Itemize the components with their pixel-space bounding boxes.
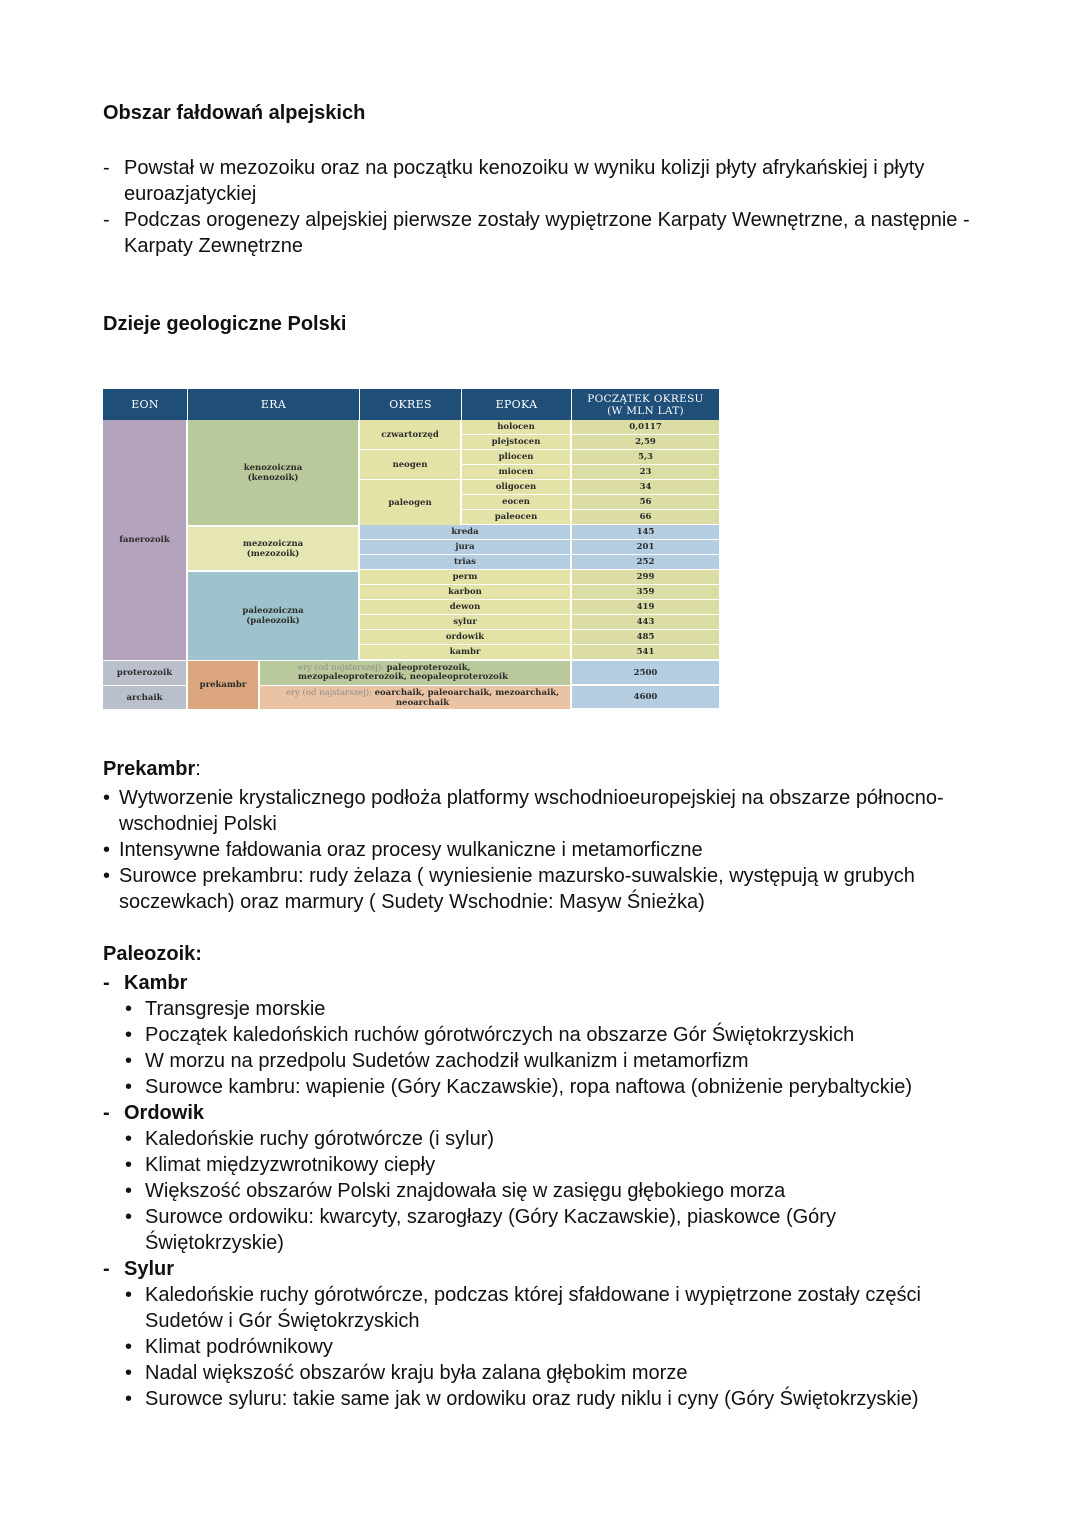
value-miocen: 23 — [572, 465, 719, 480]
period-kambr: kambr — [360, 645, 572, 660]
value-kreda: 145 — [572, 525, 719, 540]
header-okres: OKRES — [360, 389, 462, 420]
period-paleogen: paleogen — [360, 480, 462, 525]
period-karbon: karbon — [360, 585, 572, 600]
bullet-marker: • — [103, 787, 111, 809]
list-item: • Nadal większość obszarów kraju była zalana głębokim morze — [125, 1362, 688, 1384]
period-neogen: neogen — [360, 450, 462, 480]
list-item: • Intensywne fałdowania oraz procesy wulkaniczne i metamorficzne — [103, 839, 703, 861]
list-item: • Transgresje morskie — [125, 998, 326, 1020]
archaik-eras — [260, 685, 572, 709]
list-item: • Surowce prekambru: rudy żelaza ( wyniesienie mazursko-suwalskie, występują w grubych soczewkach) oraz marmury ( Sudety Wschodnie: Masyw Śnieżka) — [103, 865, 915, 913]
group-kambr: - Kambr — [103, 972, 188, 994]
period-czwartorzed: czwartorzęd — [360, 420, 462, 450]
value-proterozoik: 2500 — [572, 660, 719, 685]
period-kreda: kreda — [360, 525, 572, 540]
value-holocen: 0,0117 — [572, 420, 719, 435]
period-sylur: sylur — [360, 615, 572, 630]
group-sylur: - Sylur — [103, 1258, 175, 1280]
heading-alpine: Obszar fałdowań alpejskich — [103, 102, 366, 124]
epoch-pliocen: pliocen — [462, 450, 572, 465]
eon-archaik: archaik — [103, 685, 188, 709]
dash-marker: - — [103, 157, 110, 179]
era-paleozoiczna: paleozoiczna (paleozoik) — [188, 570, 360, 660]
value-kambr: 541 — [572, 645, 719, 660]
epoch-holocen: holocen — [462, 420, 572, 435]
value-sylur: 443 — [572, 615, 719, 630]
eras-prefix: ery (od najstarszej): — [298, 663, 384, 673]
heading-prekambr: Prekambr: — [103, 758, 201, 780]
header-era: ERA — [188, 389, 360, 420]
heading-geological-history: Dzieje geologiczne Polski — [103, 313, 347, 335]
value-karbon: 359 — [572, 585, 719, 600]
era-kenozoiczna: kenozoiczna (kenozoik) — [188, 420, 360, 525]
value-trias: 252 — [572, 555, 719, 570]
value-eocen: 56 — [572, 495, 719, 510]
value-perm: 299 — [572, 570, 719, 585]
period-ordowik: ordowik — [360, 630, 572, 645]
bullet-marker: • — [103, 839, 111, 861]
kambr-items — [103, 996, 943, 1100]
group-ordowik: - Ordowik — [103, 1102, 205, 1124]
list-item: • Klimat międzyzwrotnikowy ciepły — [125, 1154, 436, 1176]
list-item: • Surowce kambru: wapienie (Góry Kaczawskie), ropa naftowa (obniżenie perybaltyckie) — [125, 1076, 913, 1098]
value-archaik: 4600 — [572, 685, 719, 709]
value-oligocen: 34 — [572, 480, 719, 495]
dash-marker: - — [103, 209, 110, 231]
bullet-marker: • — [103, 865, 111, 887]
prekambr-list — [103, 785, 963, 915]
list-item: • Wytworzenie krystalicznego podłoża platformy wschodnioeuropejskiej na obszarze północno-wschodniej Polski — [103, 787, 944, 835]
eras-list: eoarchaik, paleoarchaik, mezoarchaik, neoarchaik — [374, 687, 560, 708]
epoch-eocen: eocen — [462, 495, 572, 510]
epoch-plejstocen: plejstocen — [462, 435, 572, 450]
list-item-text: Podczas orogenezy alpejskiej pierwsze zostały wypiętrzone Karpaty Wewnętrzne, a następnie - Karpaty Zewnętrzne — [124, 209, 970, 257]
list-item — [103, 155, 1003, 207]
period-trias: trias — [360, 555, 572, 570]
ordowik-items — [103, 1126, 943, 1256]
alpine-list — [103, 155, 1003, 259]
list-item: • Kaledońskie ruchy górotwórcze (i sylur) — [125, 1128, 495, 1150]
epoch-paleocen: paleocen — [462, 510, 572, 525]
header-poczatek: POCZĄTEK OKRESU (W MLN LAT) — [572, 389, 719, 420]
value-pliocen: 5,3 — [572, 450, 719, 465]
heading-paleozoik: Paleozoik: — [103, 943, 202, 965]
period-jura: jura — [360, 540, 572, 555]
list-item: • Surowce syluru: takie same jak w ordowiku oraz rudy niklu i cyny (Góry Świętokrzyskie) — [125, 1388, 919, 1410]
eras-list: paleoproterozoik, mezopaleoproterozoik, neopaleoproterozoik — [298, 663, 508, 682]
proterozoik-eras — [260, 660, 572, 685]
header-eon: EON — [103, 389, 188, 420]
value-jura: 201 — [572, 540, 719, 555]
era-mezozoiczna: mezozoiczna (mezozoik) — [188, 525, 360, 570]
list-item: • Surowce ordowiku: kwarcyty, szarogłazy (Góry Kaczawskie), piaskowce (Góry Świętokrzyskie) — [125, 1206, 836, 1254]
list-item: • Większość obszarów Polski znajdowała się w zasięgu głębokiego morza — [125, 1180, 786, 1202]
period-perm: perm — [360, 570, 572, 585]
list-item: • Klimat podrównikowy — [125, 1336, 333, 1358]
eon-proterozoik: proterozoik — [103, 660, 188, 685]
value-ordowik: 485 — [572, 630, 719, 645]
paleozoik-list — [103, 970, 943, 1412]
eon-fanerozoik: fanerozoik — [103, 420, 188, 660]
list-item-text: Powstał w mezozoiku oraz na początku kenozoiku w wyniku kolizji płyty afrykańskiej i płyty euroazjatyckiej — [124, 157, 925, 205]
header-epoka: EPOKA — [462, 389, 572, 420]
geological-time-table — [103, 389, 719, 709]
list-item: • Początek kaledońskich ruchów górotwórczych na obszarze Gór Świętokrzyskich — [125, 1024, 855, 1046]
list-item: • W morzu na przedpolu Sudetów zachodził wulkanizm i metamorfizm — [125, 1050, 749, 1072]
value-paleocen: 66 — [572, 510, 719, 525]
period-dewon: dewon — [360, 600, 572, 615]
epoch-miocen: miocen — [462, 465, 572, 480]
eras-prefix: ery (od najstarszej): — [285, 687, 372, 698]
value-dewon: 419 — [572, 600, 719, 615]
value-plejstocen: 2,59 — [572, 435, 719, 450]
sylur-items — [103, 1282, 943, 1412]
era-prekambr: prekambr — [188, 660, 260, 709]
epoch-oligocen: oligocen — [462, 480, 572, 495]
list-item: • Kaledońskie ruchy górotwórcze, podczas której sfałdowane i wypiętrzone zostały części Sudetów i Gór Świętokrzyskich — [125, 1284, 921, 1332]
list-item — [103, 207, 1003, 259]
